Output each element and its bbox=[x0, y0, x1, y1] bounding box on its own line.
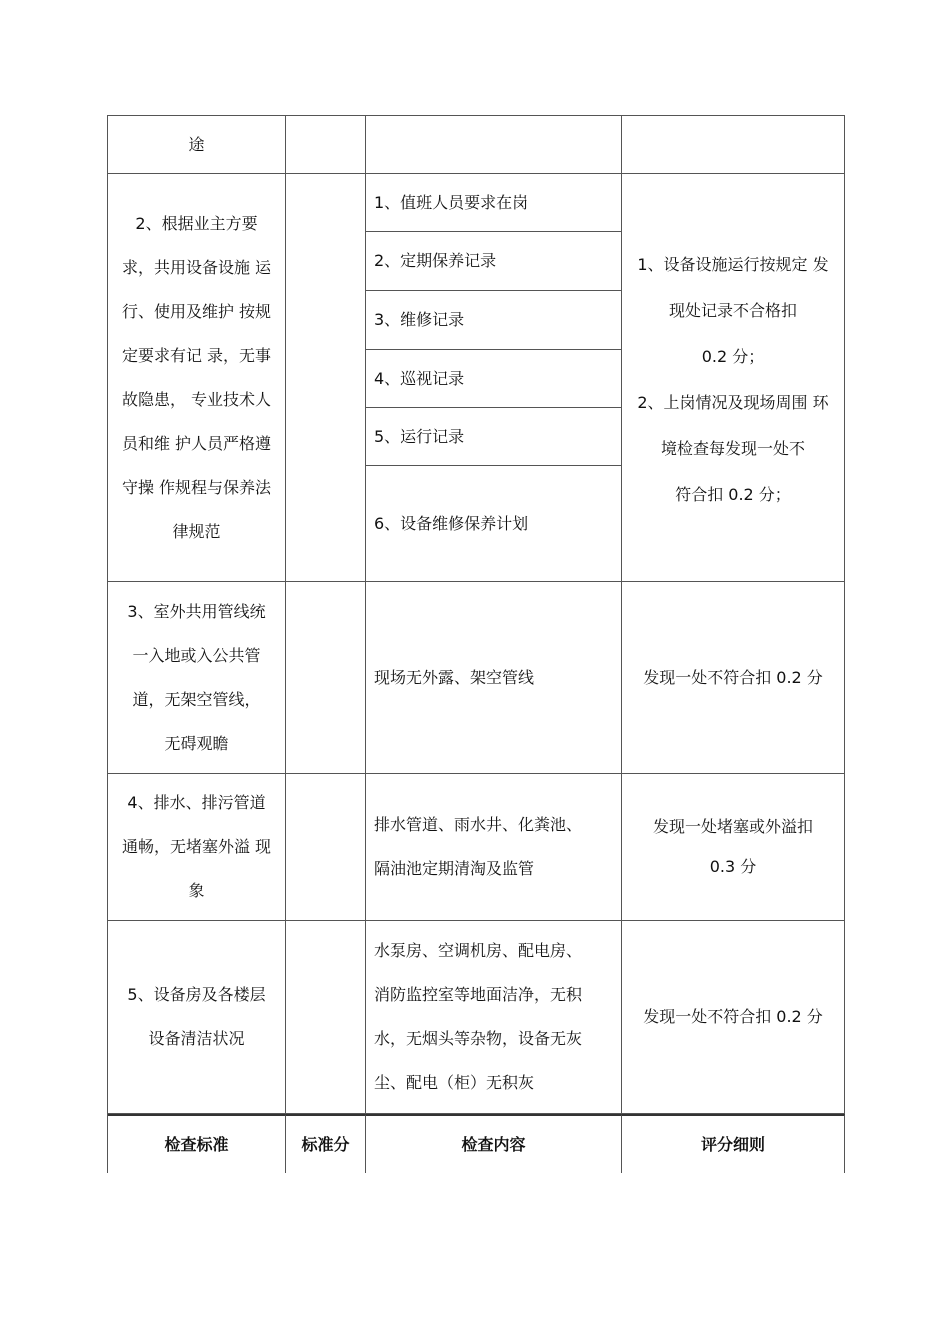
content-cell-row4: 水泵房、空调机房、配电房、 消防监控室等地面洁净，无积 水，无烟头等杂物，设备无灰 尘、配电（柜）无积灰 bbox=[366, 921, 622, 1114]
footer-col-rule: 评分细则 bbox=[622, 1114, 845, 1173]
rule-cell-row2: 发现一处不符合扣 0.2 分 bbox=[622, 582, 845, 774]
content-cell-row2: 现场无外露、架空管线 bbox=[366, 582, 622, 774]
rule-cell-row3: 发现一处堵塞或外溢扣 0.3 分 bbox=[622, 774, 845, 921]
content-item-6: 6、设备维修保养计划 bbox=[366, 466, 622, 582]
inspection-table bbox=[107, 115, 845, 1173]
content-cell-row3: 排水管道、雨水井、化粪池、 隔油池定期清淘及监管 bbox=[366, 774, 622, 921]
content-item-3: 3、维修记录 bbox=[366, 291, 622, 350]
footer-col-score: 标准分 bbox=[286, 1114, 366, 1173]
score-cell-row0 bbox=[286, 116, 366, 174]
rule-cell-row4: 发现一处不符合扣 0.2 分 bbox=[622, 921, 845, 1114]
standard-cell-row2: 3、室外共用管线统 一入地或入公共管 道，无架空管线， 无碍观瞻 bbox=[108, 582, 286, 774]
rule-cell-row1: 1、设备设施运行按规定 发 现处记录不合格扣 0.2 分； 2、上岗情况及现场周围 环 境检查每发现一处不 符合扣 0.2 分； bbox=[622, 174, 845, 582]
content-cell-row0 bbox=[366, 116, 622, 174]
standard-cell-row0: 途 bbox=[108, 116, 286, 174]
score-cell-row2 bbox=[286, 582, 366, 774]
standard-cell-row1: 2、根据业主方要 求，共用设备设施 运 行、使用及维护 按规 定要求有记 录，无事 故隐患， 专业技术人 员和维 护人员严格遵 守操 作规程与保养法 律规范 bbox=[108, 174, 286, 582]
standard-cell-row3: 4、排水、排污管道 通畅，无堵塞外溢 现 象 bbox=[108, 774, 286, 921]
content-item-2: 2、定期保养记录 bbox=[366, 232, 622, 291]
content-item-5: 5、运行记录 bbox=[366, 408, 622, 466]
score-cell-row3 bbox=[286, 774, 366, 921]
content-item-4: 4、巡视记录 bbox=[366, 350, 622, 408]
rule-cell-row0 bbox=[622, 116, 845, 174]
footer-col-standard: 检查标准 bbox=[108, 1114, 286, 1173]
footer-col-content: 检查内容 bbox=[366, 1114, 622, 1173]
standard-cell-row4: 5、设备房及各楼层 设备清洁状况 bbox=[108, 921, 286, 1114]
score-cell-row4 bbox=[286, 921, 366, 1114]
content-item-1: 1、值班人员要求在岗 bbox=[366, 174, 622, 232]
score-cell-row1 bbox=[286, 174, 366, 582]
